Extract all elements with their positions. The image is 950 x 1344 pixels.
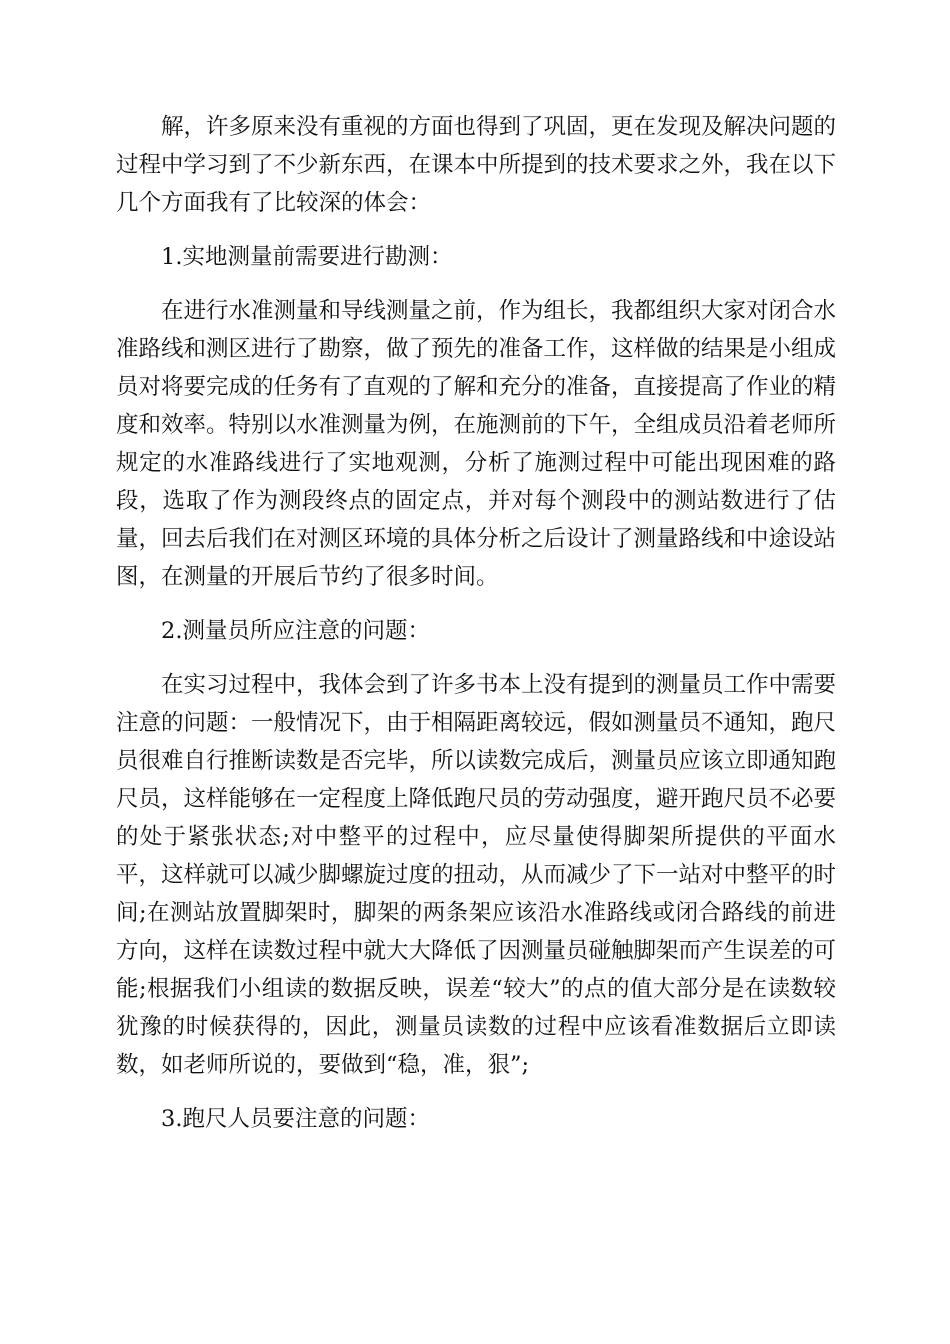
paragraph-surveyor-notes: 在实习过程中，我体会到了许多书本上没有提到的测量员工作中需要注意的问题：一般情况下，由于相隔距离较远，假如测量员不通知，跑尺员很难自行推断读数是否完毕，所以读数完成后，测量员应该立即通知跑尺员，这样能够在一定程度上降低跑尺员的劳动强度，避开跑尺员不必要的处于紧张状态;对中整平的过程中，应尽量使得脚架所提供的平面水平，这样就可以减少脚螺旋过度的扭动，从而减少了下一站对中整平的时间;在测站放置脚架时，脚架的两条架应该沿水准路线或闭合路线的前进方向，这样在读数过程中就大大降低了因测量员碰触脚架而产生误差的可能;根据我们小组读的数据反映，误差“较大”的点的值大部分是在读数较犹豫的时候获得的，因此，测量员读数的过程中应该看准数据后立即读数，如老师所说的，要做到“稳，准，狠”; [116,672,837,1078]
section-heading-1: 1.实地测量前需要进行勘测： [161,244,453,270]
paragraph-survey-prep: 在进行水准测量和导线测量之前，作为组长，我都组织大家对闭合水准路线和测区进行了勘察，做了预先的准备工作，这样做的结果是小组成员对将要完成的任务有了直观的了解和充分的准备，直接提高了作业的精度和效率。特别以水准测量为例，在施测前的下午，全组成员沿着老师所规定的水准路线进行了实地观测，分析了施测过程中可能出现困难的路段，选取了作为测段终点的固定点，并对每个测段中的测站数进行了估量，回去后我们在对测区环境的具体分析之后设计了测量路线和中途设站图，在测量的开展后节约了很多时间。 [116,298,837,590]
section-heading-3: 3.跑尺人员要注意的问题： [161,1106,430,1132]
section-heading-2: 2.测量员所应注意的问题： [161,618,430,644]
document-body [116,108,836,1154]
paragraph-intro: 解，许多原来没有重视的方面也得到了巩固，更在发现及解决问题的过程中学习到了不少新东西，在课本中所提到的技术要求之外，我在以下几个方面我有了比较深的体会： [116,114,837,216]
